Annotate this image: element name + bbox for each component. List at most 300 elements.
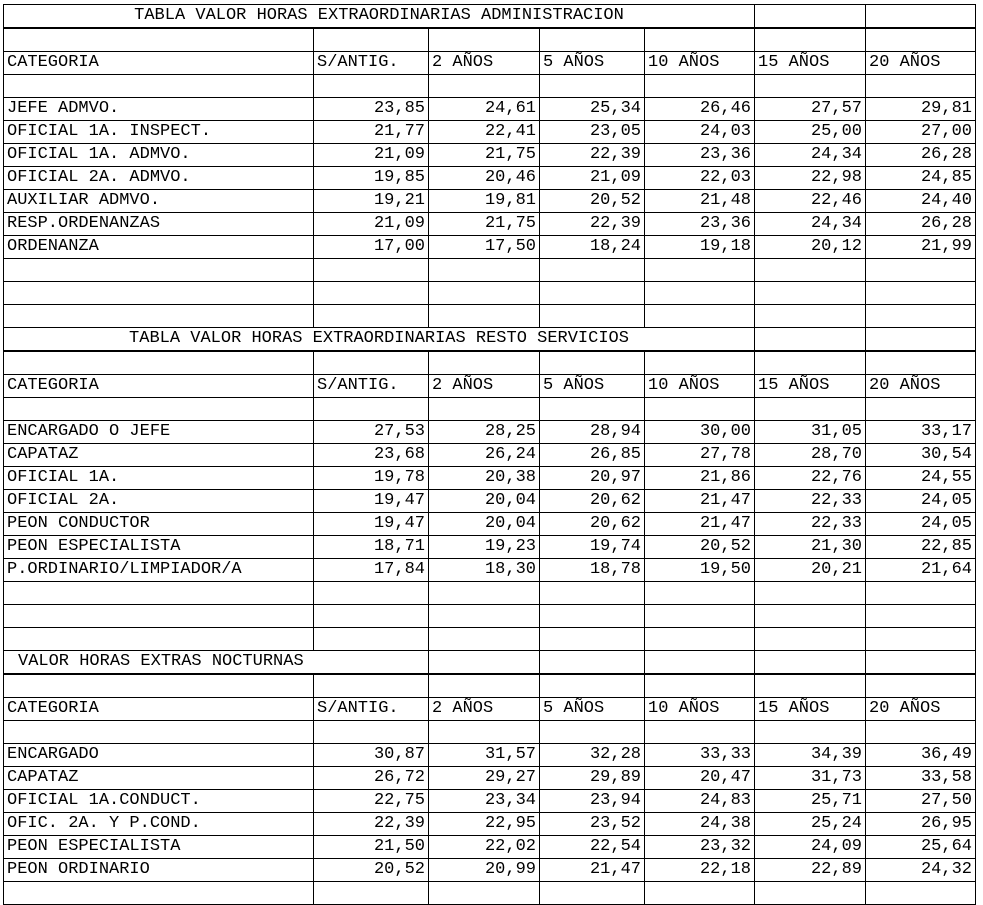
rate-cell: 19,81: [429, 190, 540, 213]
table-row: [4, 790, 976, 813]
rate-cell: 27,78: [645, 444, 755, 467]
rate-cell: 28,94: [540, 421, 645, 444]
empty-row: [4, 582, 976, 605]
rate-cell: 21,47: [645, 513, 755, 536]
empty-row: [4, 398, 976, 421]
rate-cell: 24,05: [866, 513, 976, 536]
empty-cell: [645, 882, 755, 905]
empty-row: [4, 882, 976, 905]
rate-cell: 26,72: [314, 767, 429, 790]
rate-cell: 23,68: [314, 444, 429, 467]
category-cell: AUXILIAR ADMVO.: [4, 190, 314, 213]
empty-cell: [755, 28, 866, 52]
empty-cell: [314, 75, 429, 98]
empty-cell: [866, 605, 976, 628]
rate-cell: 33,17: [866, 421, 976, 444]
empty-row: [4, 28, 976, 52]
table-row: [4, 559, 976, 582]
table-row: [4, 213, 976, 236]
empty-cell: [755, 651, 866, 675]
empty-cell: [540, 882, 645, 905]
rate-cell: 18,30: [429, 559, 540, 582]
empty-cell: [314, 674, 429, 698]
empty-cell: [314, 628, 429, 651]
column-header-row: [4, 52, 976, 75]
empty-cell: [314, 605, 429, 628]
table-row: [4, 121, 976, 144]
empty-cell: [866, 328, 976, 352]
empty-cell: [540, 605, 645, 628]
empty-cell: [755, 605, 866, 628]
empty-cell: [540, 398, 645, 421]
rate-cell: 30,54: [866, 444, 976, 467]
empty-cell: [429, 721, 540, 744]
section-title-span: [314, 651, 429, 675]
empty-cell: [645, 28, 755, 52]
rate-cell: 22,89: [755, 859, 866, 882]
empty-cell: [645, 351, 755, 375]
category-cell: P.ORDINARIO/LIMPIADOR/A: [4, 559, 314, 582]
seniority-header: 20 AÑOS: [866, 375, 976, 398]
seniority-header: 2 AÑOS: [429, 375, 540, 398]
empty-cell: [314, 721, 429, 744]
rate-cell: 21,30: [755, 536, 866, 559]
rate-cell: 31,05: [755, 421, 866, 444]
empty-cell: [540, 28, 645, 52]
empty-cell: [540, 651, 645, 675]
category-cell: ENCARGADO: [4, 744, 314, 767]
category-cell: PEON ESPECIALISTA: [4, 536, 314, 559]
empty-cell: [4, 259, 314, 282]
table-row: [4, 236, 976, 259]
empty-row: [4, 282, 976, 305]
category-cell: OFICIAL 1A.CONDUCT.: [4, 790, 314, 813]
empty-cell: [755, 351, 866, 375]
empty-cell: [866, 674, 976, 698]
empty-row: [4, 721, 976, 744]
empty-cell: [866, 351, 976, 375]
rate-cell: 26,28: [866, 213, 976, 236]
rate-cell: 23,52: [540, 813, 645, 836]
empty-cell: [866, 282, 976, 305]
empty-cell: [429, 351, 540, 375]
column-header-row: [4, 698, 976, 721]
category-cell: PEON ESPECIALISTA: [4, 836, 314, 859]
empty-cell: [429, 674, 540, 698]
category-cell: PEON CONDUCTOR: [4, 513, 314, 536]
empty-cell: [429, 628, 540, 651]
table-row: [4, 98, 976, 121]
rate-cell: 21,99: [866, 236, 976, 259]
rate-cell: 24,34: [755, 144, 866, 167]
empty-cell: [866, 75, 976, 98]
section-title-row: [4, 651, 976, 675]
empty-cell: [866, 5, 976, 29]
empty-cell: [866, 651, 976, 675]
rate-cell: 23,05: [540, 121, 645, 144]
rate-cell: 34,39: [755, 744, 866, 767]
empty-cell: [4, 398, 314, 421]
seniority-header: 15 AÑOS: [755, 375, 866, 398]
empty-cell: [540, 582, 645, 605]
rate-cell: 21,50: [314, 836, 429, 859]
empty-cell: [866, 882, 976, 905]
rate-cell: 21,09: [314, 144, 429, 167]
empty-cell: [645, 674, 755, 698]
rate-cell: 22,39: [540, 144, 645, 167]
empty-cell: [429, 305, 540, 328]
section-title: VALOR HORAS EXTRAS NOCTURNAS: [4, 651, 314, 675]
empty-cell: [645, 605, 755, 628]
rate-cell: 19,23: [429, 536, 540, 559]
empty-cell: [866, 721, 976, 744]
seniority-header: 2 AÑOS: [429, 52, 540, 75]
rate-cell: 19,74: [540, 536, 645, 559]
empty-cell: [540, 259, 645, 282]
table-row: [4, 167, 976, 190]
rate-cell: 26,85: [540, 444, 645, 467]
rate-cell: 23,32: [645, 836, 755, 859]
empty-cell: [645, 75, 755, 98]
empty-cell: [755, 75, 866, 98]
empty-cell: [755, 882, 866, 905]
rate-cell: 22,98: [755, 167, 866, 190]
empty-cell: [4, 28, 314, 52]
category-cell: OFIC. 2A. Y P.COND.: [4, 813, 314, 836]
category-cell: ORDENANZA: [4, 236, 314, 259]
empty-cell: [4, 674, 314, 698]
table-row: [4, 444, 976, 467]
rate-cell: 31,57: [429, 744, 540, 767]
rate-cell: 20,04: [429, 490, 540, 513]
empty-cell: [866, 28, 976, 52]
rate-cell: 20,62: [540, 490, 645, 513]
seniority-header: 10 AÑOS: [645, 698, 755, 721]
empty-row: [4, 305, 976, 328]
empty-cell: [540, 721, 645, 744]
rate-cell: 21,48: [645, 190, 755, 213]
rate-cell: 22,54: [540, 836, 645, 859]
empty-row: [4, 259, 976, 282]
section-title: TABLA VALOR HORAS EXTRAORDINARIAS RESTO SERVICIOS: [4, 328, 755, 352]
table-row: [4, 190, 976, 213]
rate-cell: 25,24: [755, 813, 866, 836]
rate-cell: 20,04: [429, 513, 540, 536]
rate-cell: 30,00: [645, 421, 755, 444]
empty-cell: [755, 582, 866, 605]
category-cell: JEFE ADMVO.: [4, 98, 314, 121]
rate-cell: 26,95: [866, 813, 976, 836]
empty-cell: [645, 721, 755, 744]
category-cell: CAPATAZ: [4, 767, 314, 790]
empty-cell: [755, 674, 866, 698]
rate-cell: 19,50: [645, 559, 755, 582]
rate-cell: 18,24: [540, 236, 645, 259]
empty-cell: [314, 305, 429, 328]
category-header: CATEGORIA: [4, 698, 314, 721]
rate-cell: 23,85: [314, 98, 429, 121]
empty-row: [4, 628, 976, 651]
rate-cell: 24,83: [645, 790, 755, 813]
category-cell: OFICIAL 2A.: [4, 490, 314, 513]
seniority-header: 15 AÑOS: [755, 698, 866, 721]
category-cell: CAPATAZ: [4, 444, 314, 467]
seniority-header: S/ANTIG.: [314, 375, 429, 398]
table-row: [4, 767, 976, 790]
rate-cell: 31,73: [755, 767, 866, 790]
empty-cell: [429, 605, 540, 628]
rate-cell: 22,39: [314, 813, 429, 836]
rate-cell: 33,33: [645, 744, 755, 767]
empty-cell: [755, 305, 866, 328]
table-row: [4, 859, 976, 882]
table-row: [4, 490, 976, 513]
empty-row: [4, 674, 976, 698]
rate-cell: 19,18: [645, 236, 755, 259]
empty-cell: [540, 305, 645, 328]
empty-cell: [755, 5, 866, 29]
rate-cell: 22,33: [755, 513, 866, 536]
rate-cell: 24,61: [429, 98, 540, 121]
seniority-header: 5 AÑOS: [540, 375, 645, 398]
empty-cell: [645, 282, 755, 305]
rate-cell: 24,09: [755, 836, 866, 859]
rate-cell: 30,87: [314, 744, 429, 767]
table-row: [4, 813, 976, 836]
rate-cell: 19,47: [314, 490, 429, 513]
rate-cell: 23,36: [645, 144, 755, 167]
rate-cell: 26,24: [429, 444, 540, 467]
rate-cell: 20,46: [429, 167, 540, 190]
empty-cell: [314, 582, 429, 605]
rate-cell: 19,78: [314, 467, 429, 490]
rate-cell: 21,75: [429, 144, 540, 167]
column-header-row: [4, 375, 976, 398]
rate-cell: 24,85: [866, 167, 976, 190]
rate-cell: 19,21: [314, 190, 429, 213]
seniority-header: 5 AÑOS: [540, 698, 645, 721]
table-row: [4, 513, 976, 536]
empty-cell: [314, 282, 429, 305]
rate-cell: 23,36: [645, 213, 755, 236]
table-row: [4, 144, 976, 167]
rate-cell: 21,64: [866, 559, 976, 582]
section-title-row: [4, 5, 976, 29]
overtime-rates-sheet: [3, 4, 976, 905]
rate-cell: 20,47: [645, 767, 755, 790]
rate-cell: 22,41: [429, 121, 540, 144]
section-title: TABLA VALOR HORAS EXTRAORDINARIAS ADMINISTRACION: [4, 5, 755, 29]
rate-cell: 20,12: [755, 236, 866, 259]
empty-cell: [4, 582, 314, 605]
rate-cell: 20,97: [540, 467, 645, 490]
rate-cell: 29,27: [429, 767, 540, 790]
empty-cell: [4, 628, 314, 651]
empty-cell: [866, 398, 976, 421]
rate-cell: 27,00: [866, 121, 976, 144]
seniority-header: 15 AÑOS: [755, 52, 866, 75]
table-row: [4, 836, 976, 859]
rate-cell: 22,76: [755, 467, 866, 490]
rate-cell: 21,75: [429, 213, 540, 236]
empty-cell: [4, 305, 314, 328]
rate-cell: 22,03: [645, 167, 755, 190]
empty-cell: [314, 351, 429, 375]
empty-cell: [540, 75, 645, 98]
rate-cell: 23,34: [429, 790, 540, 813]
rate-cell: 24,03: [645, 121, 755, 144]
category-cell: OFICIAL 1A.: [4, 467, 314, 490]
empty-cell: [540, 351, 645, 375]
rate-cell: 22,46: [755, 190, 866, 213]
category-cell: RESP.ORDENANZAS: [4, 213, 314, 236]
rate-cell: 19,47: [314, 513, 429, 536]
rate-cell: 20,52: [540, 190, 645, 213]
rate-cell: 21,47: [645, 490, 755, 513]
rate-cell: 27,53: [314, 421, 429, 444]
empty-row: [4, 75, 976, 98]
empty-cell: [4, 882, 314, 905]
empty-cell: [645, 628, 755, 651]
empty-cell: [866, 259, 976, 282]
table-row: [4, 421, 976, 444]
seniority-header: 5 AÑOS: [540, 52, 645, 75]
empty-cell: [755, 628, 866, 651]
rate-cell: 25,64: [866, 836, 976, 859]
empty-cell: [314, 398, 429, 421]
rate-cell: 17,00: [314, 236, 429, 259]
rate-cell: 21,09: [540, 167, 645, 190]
empty-cell: [645, 582, 755, 605]
rate-cell: 21,77: [314, 121, 429, 144]
rate-cell: 24,32: [866, 859, 976, 882]
rate-cell: 27,57: [755, 98, 866, 121]
rate-cell: 17,84: [314, 559, 429, 582]
empty-cell: [645, 398, 755, 421]
rate-cell: 20,38: [429, 467, 540, 490]
rate-cell: 23,94: [540, 790, 645, 813]
table-row: [4, 467, 976, 490]
empty-cell: [429, 28, 540, 52]
rate-cell: 22,02: [429, 836, 540, 859]
rate-cell: 29,81: [866, 98, 976, 121]
rate-cell: 25,34: [540, 98, 645, 121]
empty-cell: [429, 259, 540, 282]
rate-cell: 22,39: [540, 213, 645, 236]
rate-cell: 28,70: [755, 444, 866, 467]
seniority-header: 10 AÑOS: [645, 375, 755, 398]
empty-cell: [755, 721, 866, 744]
empty-cell: [429, 282, 540, 305]
rate-cell: 20,52: [645, 536, 755, 559]
rate-cell: 29,89: [540, 767, 645, 790]
rate-cell: 21,09: [314, 213, 429, 236]
empty-cell: [4, 605, 314, 628]
empty-cell: [4, 351, 314, 375]
empty-cell: [755, 328, 866, 352]
rate-cell: 22,75: [314, 790, 429, 813]
empty-cell: [429, 882, 540, 905]
rate-cell: 24,55: [866, 467, 976, 490]
rate-cell: 20,99: [429, 859, 540, 882]
category-header: CATEGORIA: [4, 375, 314, 398]
rate-cell: 21,86: [645, 467, 755, 490]
rate-cell: 22,85: [866, 536, 976, 559]
empty-cell: [755, 282, 866, 305]
empty-cell: [866, 628, 976, 651]
category-header: CATEGORIA: [4, 52, 314, 75]
rate-cell: 20,21: [755, 559, 866, 582]
rate-cell: 24,34: [755, 213, 866, 236]
section-title-row: [4, 328, 976, 352]
rate-cell: 24,40: [866, 190, 976, 213]
rate-cell: 27,50: [866, 790, 976, 813]
rate-cell: 26,28: [866, 144, 976, 167]
category-cell: PEON ORDINARIO: [4, 859, 314, 882]
table-row: [4, 536, 976, 559]
empty-cell: [645, 305, 755, 328]
empty-cell: [4, 721, 314, 744]
rate-cell: 18,71: [314, 536, 429, 559]
rate-cell: 26,46: [645, 98, 755, 121]
seniority-header: 10 AÑOS: [645, 52, 755, 75]
empty-cell: [866, 305, 976, 328]
rate-cell: 17,50: [429, 236, 540, 259]
rate-cell: 33,58: [866, 767, 976, 790]
empty-cell: [540, 628, 645, 651]
rate-cell: 22,95: [429, 813, 540, 836]
seniority-header: S/ANTIG.: [314, 52, 429, 75]
rate-cell: 20,62: [540, 513, 645, 536]
empty-cell: [4, 75, 314, 98]
rate-cell: 24,05: [866, 490, 976, 513]
category-cell: ENCARGADO O JEFE: [4, 421, 314, 444]
rate-cell: 22,18: [645, 859, 755, 882]
table-row: [4, 744, 976, 767]
empty-cell: [755, 398, 866, 421]
category-cell: OFICIAL 1A. INSPECT.: [4, 121, 314, 144]
empty-cell: [645, 651, 755, 675]
empty-cell: [540, 282, 645, 305]
seniority-header: S/ANTIG.: [314, 698, 429, 721]
rate-cell: 18,78: [540, 559, 645, 582]
empty-cell: [540, 674, 645, 698]
category-cell: OFICIAL 1A. ADMVO.: [4, 144, 314, 167]
rate-cell: 19,85: [314, 167, 429, 190]
seniority-header: 2 AÑOS: [429, 698, 540, 721]
empty-cell: [314, 882, 429, 905]
empty-cell: [314, 28, 429, 52]
rate-cell: 32,28: [540, 744, 645, 767]
empty-cell: [429, 651, 540, 675]
empty-cell: [314, 259, 429, 282]
rate-cell: 25,71: [755, 790, 866, 813]
rate-cell: 36,49: [866, 744, 976, 767]
rate-cell: 21,47: [540, 859, 645, 882]
rate-cell: 24,38: [645, 813, 755, 836]
rate-cell: 20,52: [314, 859, 429, 882]
rate-cell: 22,33: [755, 490, 866, 513]
empty-cell: [645, 259, 755, 282]
empty-cell: [866, 582, 976, 605]
empty-row: [4, 351, 976, 375]
empty-cell: [4, 282, 314, 305]
seniority-header: 20 AÑOS: [866, 698, 976, 721]
rate-cell: 25,00: [755, 121, 866, 144]
category-cell: OFICIAL 2A. ADMVO.: [4, 167, 314, 190]
empty-row: [4, 605, 976, 628]
rate-cell: 28,25: [429, 421, 540, 444]
